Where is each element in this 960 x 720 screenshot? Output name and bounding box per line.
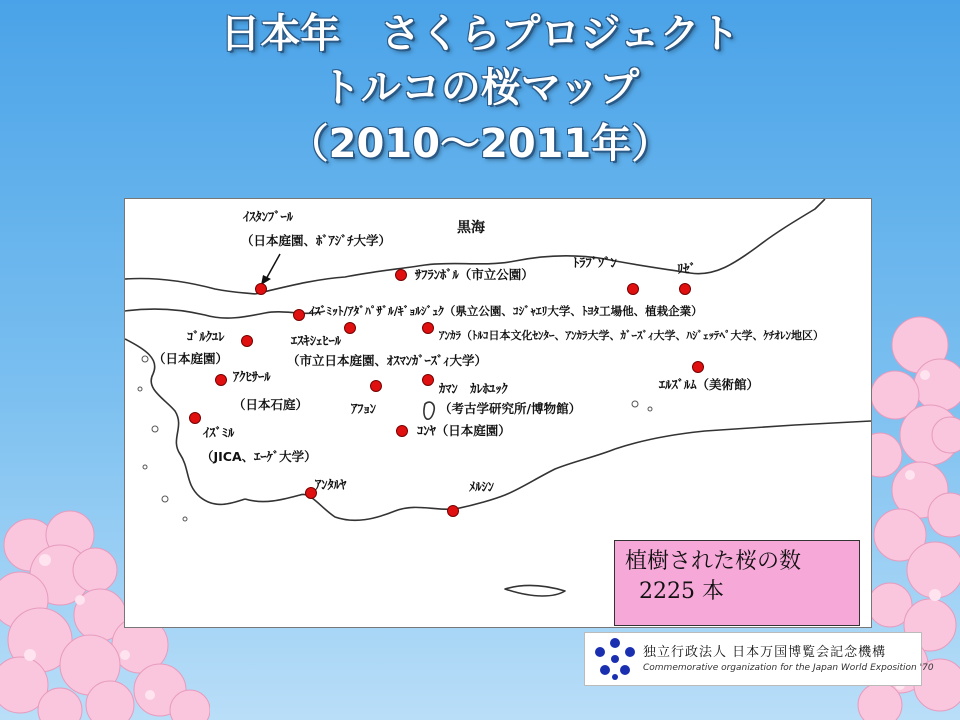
- tree-count-label: 植樹された桜の数: [625, 549, 802, 574]
- label-kaman-1: ｶﾏﾝ ｶﾚﾎﾕｯｸ: [439, 381, 508, 396]
- marker-kaman[interactable]: [422, 374, 434, 386]
- south-border: [615, 421, 871, 449]
- label-antalya: ｱﾝﾀﾙﾔ: [315, 477, 347, 492]
- lake: [424, 402, 434, 419]
- istanbul-arrow: [265, 254, 280, 281]
- label-rize: ﾘｾﾞ: [677, 261, 696, 276]
- sea-label: 黒海: [457, 220, 485, 236]
- logo-text-jp: 独立行政法人 日本万国博覧会記念機構: [643, 645, 887, 660]
- label-istanbul-1: ｲｽﾀﾝﾌﾞｰﾙ: [243, 209, 294, 224]
- marker-akhisar[interactable]: [215, 374, 227, 386]
- organization-logo: [584, 632, 934, 686]
- label-afyon: ｱﾌｮﾝ: [351, 401, 377, 416]
- title-line-1: 日本年 さくらプロジェクト: [220, 11, 740, 57]
- marker-eskisehir[interactable]: [344, 322, 356, 334]
- marker-istanbul[interactable]: [255, 283, 267, 295]
- marker-ankara[interactable]: [422, 322, 434, 334]
- marker-rize[interactable]: [679, 283, 691, 295]
- marker-gorukule[interactable]: [241, 335, 253, 347]
- expo-emblem-icon: [593, 637, 637, 681]
- label-erzurum: ｴﾙｽﾞﾙﾑ（美術館）: [659, 377, 760, 392]
- label-mersin: ﾒﾙｼﾝ: [469, 479, 495, 494]
- label-trabzon: ﾄﾗﾌﾞｿﾞﾝ: [573, 255, 617, 270]
- label-safranbolu: ｻﾌﾗﾝﾎﾞﾙ（市立公園）: [415, 267, 534, 282]
- logo-text-en: Commemorative organization for the Japan World Exposition '70: [643, 663, 934, 673]
- tree-count-value: 2225 本: [639, 579, 724, 604]
- label-eskisehir-2: （市立日本庭園、ｵｽﾏﾝｶﾞｰｽﾞｨ大学）: [287, 353, 488, 368]
- label-akhisar-2: （日本石庭）: [233, 397, 309, 412]
- title-line-2: トルコの桜マップ: [320, 65, 640, 111]
- marker-trabzon[interactable]: [627, 283, 639, 295]
- label-ankara: ｱﾝｶﾗ（ﾄﾙｺ日本文化ｾﾝﾀｰ、ｱﾝｶﾗ大学、ｶﾞｰｽﾞｨ大学、ﾊｼﾞｪｯﾃﾍﾟ大学、ｹﾁｵﾚﾝ地区）: [439, 329, 824, 342]
- label-izmir-2: （JICA、ｴｰｹﾞ大学）: [201, 449, 317, 464]
- label-gorukule-2: （日本庭園）: [153, 351, 229, 366]
- marker-erzurum[interactable]: [692, 361, 704, 373]
- label-konya: ｺﾝﾔ（日本庭園）: [417, 423, 511, 438]
- tree-count-box: [614, 540, 860, 626]
- marker-mersin[interactable]: [447, 505, 459, 517]
- marker-izmit[interactable]: [293, 309, 305, 321]
- label-eskisehir-1: ｴｽｷｼｪﾋｰﾙ: [291, 333, 342, 348]
- label-izmit: ｲｽﾞﾐｯﾄ/ｱﾀﾞﾊﾟｻﾞﾙ/ｷﾞｮﾙｼﾞｭｸ（県立公園、ｺｼﾞｬｴﾘ大学、ﾄﾖﾀ工場他、植栽企業）: [309, 304, 703, 318]
- marker-izmir[interactable]: [189, 412, 201, 424]
- cyprus: [505, 585, 565, 596]
- marker-konya[interactable]: [396, 425, 408, 437]
- label-izmir-1: ｲｽﾞﾐﾙ: [203, 425, 235, 440]
- label-akhisar-1: ｱｸﾋｻｰﾙ: [233, 369, 271, 384]
- label-kaman-2: （考古学研究所/博物館）: [439, 401, 582, 416]
- label-istanbul-2: （日本庭園、ﾎﾞｱｼﾞﾁ大学）: [241, 233, 392, 248]
- thrace-coast: [125, 278, 255, 294]
- marker-safranbolu[interactable]: [395, 269, 407, 281]
- title-line-3: （2010～2011年）: [288, 121, 672, 167]
- marker-afyon[interactable]: [370, 380, 382, 392]
- label-gorukule-1: ｺﾞﾙｸﾕﾚ: [187, 329, 225, 344]
